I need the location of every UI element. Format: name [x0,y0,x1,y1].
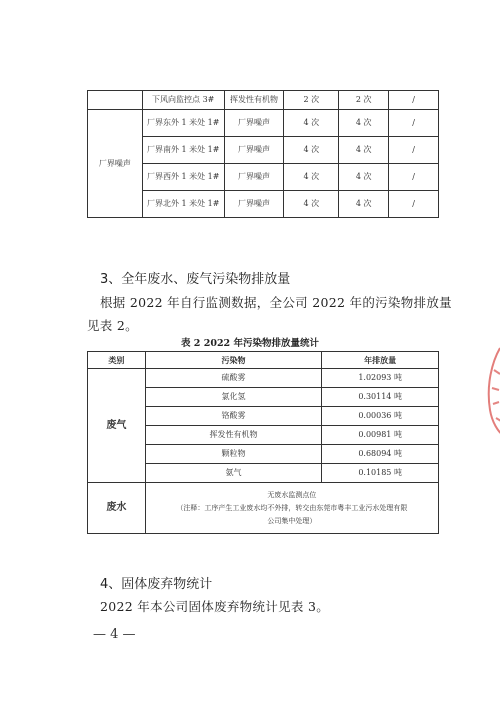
category-gas: 废气 [88,369,146,483]
section-3-paragraph-line2: 见表 2。 [87,318,138,333]
category-water: 废水 [88,483,146,534]
monitor-factor: 挥发性有机物 [224,91,284,110]
frequency: 4 次 [284,137,339,164]
pollutant-name: 颗粒物 [145,445,321,464]
header-pollutant: 污染物 [145,352,321,369]
seal-stamp-icon [478,340,500,440]
section-4-paragraph: 2022 年本公司固体废弃物统计见表 3。 [100,599,330,614]
monitor-point: 厂界北外 1 米处 1# [142,191,224,218]
table-row [88,483,439,534]
monitor-factor: 厂界噪声 [224,164,284,191]
header-amount: 年排放量 [322,352,439,369]
water-note-line3: 公司集中处理） [267,516,317,525]
result: / [389,191,439,218]
result: / [389,164,439,191]
noise-monitoring-table [87,90,439,218]
pollutant-emission-table [87,351,439,534]
result: / [389,137,439,164]
pollutant-name: 铬酸雾 [145,407,321,426]
pollutant-name: 氯化氢 [145,388,321,407]
result: / [389,91,439,110]
frequency: 4 次 [339,164,389,191]
table-row [88,110,439,137]
frequency: 2 次 [339,91,389,110]
emission-amount: 1.02093 吨 [322,369,439,388]
section-3-heading: 3、全年废水、废气污染物排放量 [100,272,291,287]
monitor-factor: 厂界噪声 [224,191,284,218]
water-note-line2: （注释：工序产生工业废水均不外排，转交由东莞市粤丰工业污水处理有限 [176,503,408,512]
table-header-row [88,352,439,369]
result: / [389,110,439,137]
emission-amount: 0.68094 吨 [322,445,439,464]
monitor-point: 厂界西外 1 米处 1# [142,164,224,191]
section-3-paragraph-line1: 根据 2022 年自行监测数据，全公司 2022 年的污染物排放量 [100,295,452,310]
section-4-heading: 4、固体废弃物统计 [100,577,213,592]
emission-amount: 0.10185 吨 [322,464,439,483]
table-row [88,369,439,388]
pollutant-name: 氨气 [145,464,321,483]
emission-amount: 0.00036 吨 [322,407,439,426]
emission-amount: 0.00981 吨 [322,426,439,445]
frequency: 4 次 [284,110,339,137]
frequency: 4 次 [284,191,339,218]
monitor-factor: 厂界噪声 [224,137,284,164]
emission-amount: 0.30114 吨 [322,388,439,407]
monitor-point: 下风向监控点 3# [142,91,224,110]
water-note-line1: 无废水监测点位 [267,490,317,499]
page-number: — 4 — [93,627,136,642]
monitor-point: 厂界南外 1 米处 1# [142,137,224,164]
frequency: 4 次 [284,164,339,191]
pollutant-name: 挥发性有机物 [145,426,321,445]
table-row [88,91,439,110]
frequency: 4 次 [339,191,389,218]
monitor-point: 厂界东外 1 米处 1# [142,110,224,137]
header-category: 类别 [88,352,146,369]
table-2-caption: 表 2 2022 年污染物排放量统计 [181,338,319,349]
category-cell: 厂界噪声 [88,110,143,218]
frequency: 4 次 [339,110,389,137]
pollutant-name: 硫酸雾 [145,369,321,388]
frequency: 2 次 [284,91,339,110]
frequency: 4 次 [339,137,389,164]
water-note-cell [145,483,438,534]
monitor-factor: 厂界噪声 [224,110,284,137]
